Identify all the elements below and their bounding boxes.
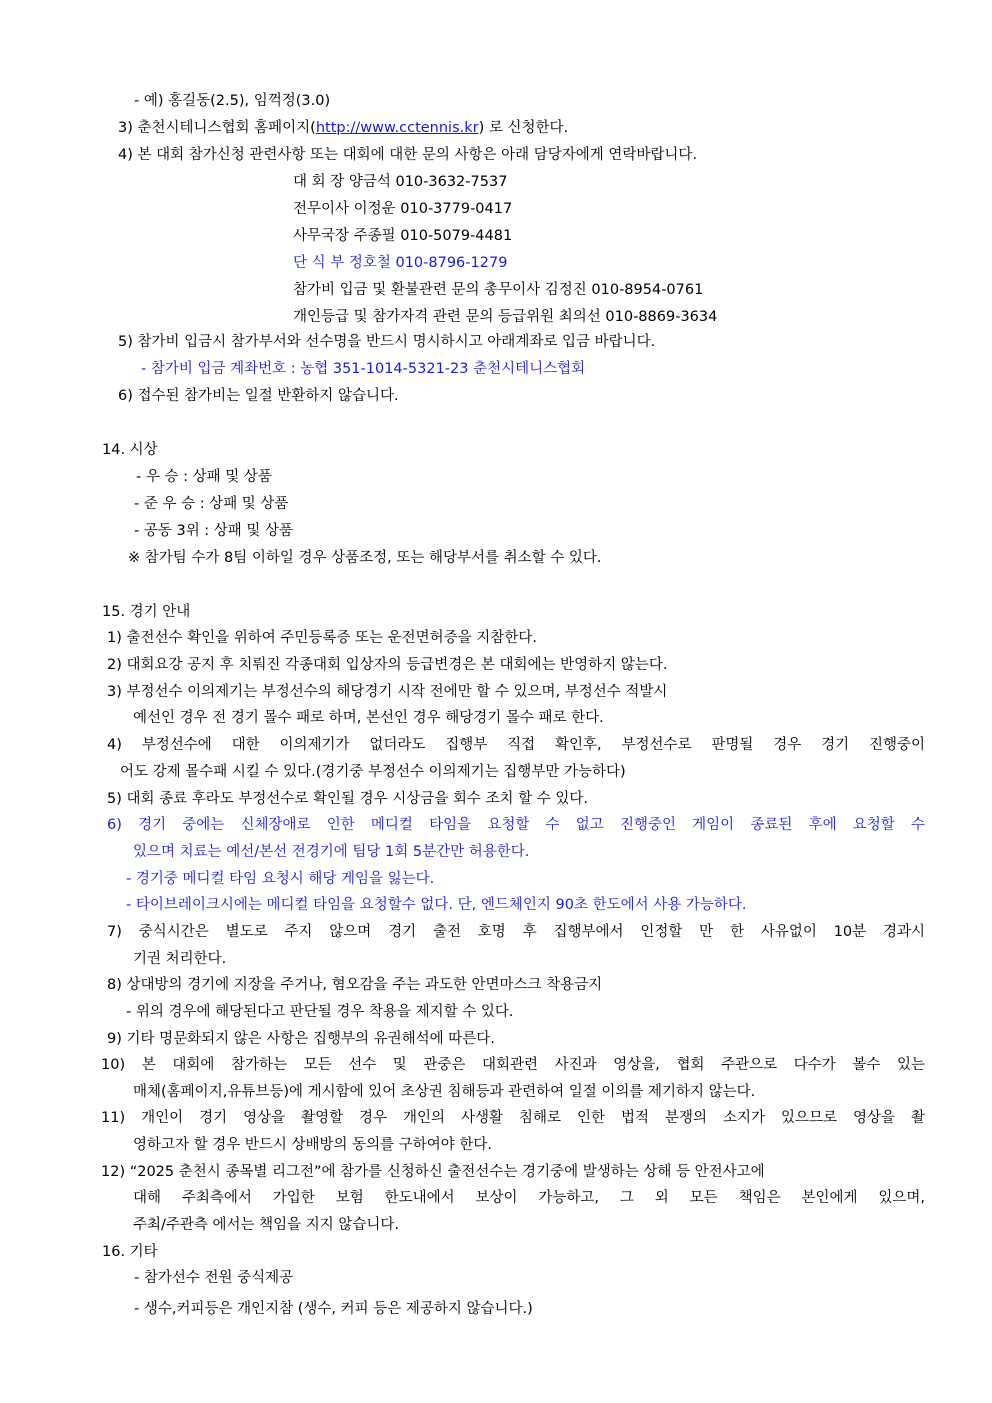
section-16-heading: 16. 기타	[102, 1244, 158, 1260]
rule-10-cont: 매체(홈페이지,유튜브등)에 게시함에 있어 초상권 침해등과 관련하여 일절 이의를 제기하지 않는다.	[133, 1084, 756, 1100]
other-water-coffee: - 생수,커피등은 개인지참 (생수, 커피 등은 제공하지 않습니다.)	[134, 1301, 533, 1317]
contact-singles: 단 식 부 정호철 010-8796-1279	[293, 255, 508, 271]
fee-instruction-line: 5) 참가비 입금시 참가부서와 선수명을 반드시 명시하시고 아래계좌로 입금 바랍니다.	[118, 334, 656, 350]
rule-11-text: 11) 개인이 경기 영상을 촬영할 경우 개인의 사생활 침해로 인한 법적 분쟁의 소지가 있으므로 영상을 촬	[101, 1110, 925, 1126]
rule-8-sub: - 위의 경우에 해당된다고 판단될 경우 착용을 제지할 수 있다.	[126, 1004, 514, 1020]
rule-4	[107, 735, 925, 755]
rule-6-cont: 있으며 치료는 예선/본선 전경기에 팀당 1회 5분간만 허용한다.	[133, 844, 530, 860]
award-third: - 공동 3위 : 상패 및 상품	[134, 523, 294, 539]
award-note: ※ 참가팀 수가 8팀 이하일 경우 상품조정, 또는 해당부서를 취소할 수 있다.	[128, 550, 602, 566]
rule-4-cont: 어도 강제 몰수패 시킬 수 있다.(경기중 부정선수 이의제기는 집행부만 가능하다)	[120, 764, 626, 780]
rule-12-cont	[133, 1188, 925, 1208]
apply-website-prefix: 3) 춘천시테니스협회 홈페이지(	[118, 120, 316, 136]
contact-director: 전무이사 이정운 010-3779-0417	[293, 201, 513, 217]
rule-12-cont-2: 주최/주관측 에서는 책임을 지지 않습니다.	[133, 1217, 400, 1233]
contact-secretary: 사무국장 주종필 010-5079-4481	[293, 228, 513, 244]
rule-3: 3) 부정선수 이의제기는 부정선수의 해당경기 시작 전에만 할 수 있으며, 부정선수 적발시	[107, 684, 668, 700]
rule-8: 8) 상대방의 경기에 지장을 주거나, 혐오감을 주는 과도한 안면마스크 착용금지	[107, 977, 603, 993]
contact-chairman: 대 회 장 양금석 010-3632-7537	[293, 174, 508, 190]
section-15-heading: 15. 경기 안내	[102, 604, 191, 620]
apply-website-suffix: ) 로 신청한다.	[478, 120, 569, 136]
award-runner-up: - 준 우 승 : 상패 및 상품	[134, 496, 289, 512]
rule-2: 2) 대회요강 공지 후 치뤄진 각종대회 입상자의 등급변경은 본 대회에는 반영하지 않는다.	[107, 657, 668, 673]
rule-4-text: 4) 부정선수에 대한 이의제기가 없더라도 집행부 직접 확인후, 부정선수로 판명될 경우 경기 진행중이	[107, 737, 925, 753]
rule-6-sub-2: - 타이브레이크시에는 메디컬 타임을 요청할수 없다. 단, 엔드체인지 90초 한도에서 사용 가능하다.	[126, 897, 747, 913]
apply-website-line	[118, 118, 568, 138]
website-link[interactable]: http://www.cctennis.kr	[315, 120, 479, 136]
rule-7-text: 7) 중식시간은 별도로 주지 않으며 경기 출전 호명 후 집행부에서 인정할 만 한 사유없이 10분 경과시	[107, 924, 925, 940]
rule-10	[101, 1055, 925, 1075]
award-winner: - 우 승 : 상패 및 상품	[136, 469, 272, 485]
rule-6-sub-1: - 경기중 메디컬 타임 요청시 해당 게임을 잃는다.	[126, 871, 435, 887]
bank-account-line: - 참가비 입금 계좌번호 : 농협 351-1014-5321-23 춘천시테니스협회	[141, 361, 586, 377]
inquiry-line: 4) 본 대회 참가신청 관련사항 또는 대회에 대한 문의 사항은 아래 담당자에게 연락바랍니다.	[118, 147, 698, 163]
rule-7-cont: 기권 처리한다.	[133, 951, 227, 967]
rule-3-cont: 예선인 경우 전 경기 몰수 패로 하며, 본선인 경우 해당경기 몰수 패로 한다.	[133, 710, 604, 726]
example-line: - 예) 홍길동(2.5), 임꺽정(3.0)	[134, 93, 331, 109]
contact-fee: 참가비 입금 및 환불관련 문의 총무이사 김정진 010-8954-0761	[293, 282, 704, 298]
rule-1: 1) 출전선수 확인을 위하여 주민등록증 또는 운전면허증을 지참한다.	[107, 630, 537, 646]
other-lunch: - 참가선수 전원 중식제공	[134, 1270, 294, 1286]
rule-5: 5) 대회 종료 후라도 부정선수로 확인될 경우 시상금을 회수 조치 할 수 있다.	[107, 791, 589, 807]
rule-7	[107, 922, 925, 942]
rule-9: 9) 기타 명문화되지 않은 사항은 집행부의 유권해석에 따른다.	[107, 1031, 495, 1047]
rule-10-text: 10) 본 대회에 참가하는 모든 선수 및 관중은 대회관련 사진과 영상을, 협회 주관으로 다수가 볼수 있는	[101, 1057, 925, 1073]
contact-grade: 개인등급 및 참가자격 관련 문의 등급위원 최의선 010-8869-3634	[293, 309, 718, 325]
rule-12: 12) “2025 춘천시 종목별 리그전”에 참가를 신청하신 출전선수는 경기중에 발생하는 상해 등 안전사고에	[101, 1164, 765, 1180]
rule-6	[107, 815, 925, 835]
no-refund-line: 6) 접수된 참가비는 일절 반환하지 않습니다.	[118, 388, 399, 404]
rule-11	[101, 1108, 925, 1128]
rule-12-cont-text: 대해 주최측에서 가입한 보험 한도내에서 보상이 가능하고, 그 외 모든 책임은 본인에게 있으며,	[133, 1190, 925, 1206]
rule-6-text: 6) 경기 중에는 신체장애로 인한 메디컬 타임을 요청할 수 없고 진행중인 게임이 종료된 후에 요청할 수	[107, 817, 925, 833]
section-14-heading: 14. 시상	[102, 442, 158, 458]
rule-11-cont: 영하고자 할 경우 반드시 상배방의 동의를 구하여야 한다.	[133, 1137, 493, 1153]
